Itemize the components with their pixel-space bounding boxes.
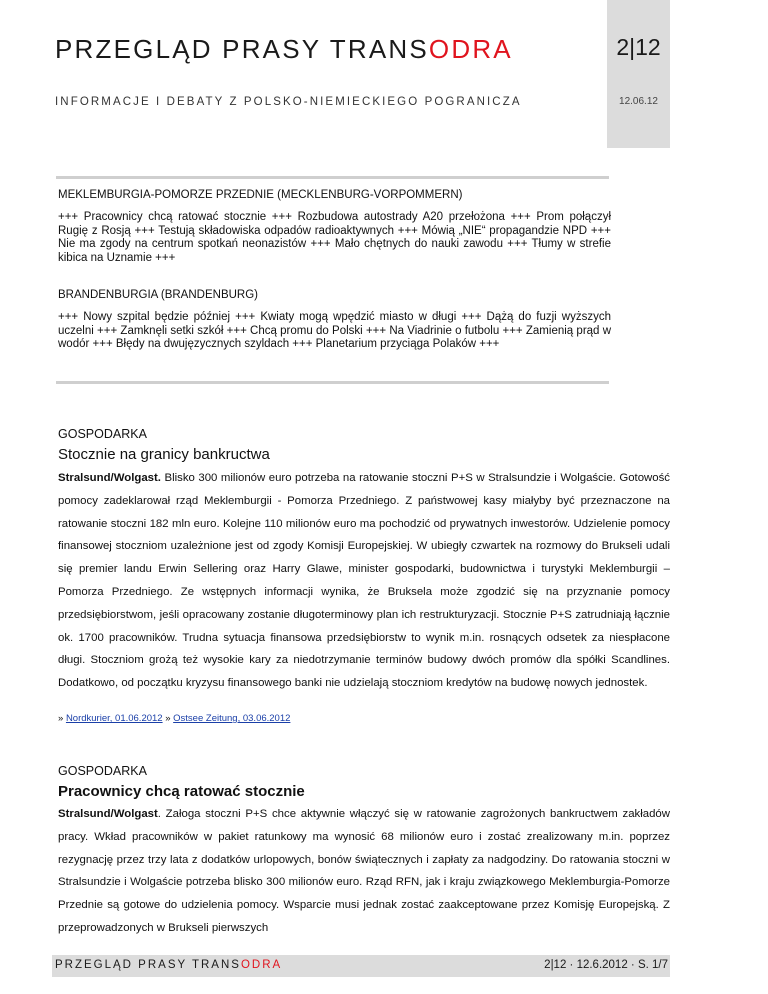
article-body <box>58 467 670 695</box>
article-category: GOSPODARKA <box>58 427 147 441</box>
article-body <box>58 803 670 940</box>
footer-title-accent: ODRA <box>240 959 283 971</box>
region-heading-mecklenburg: MEKLEMBURGIA-POMORZE PRZEDNIE (MECKLENBURG-VORPOMMERN) <box>58 189 463 201</box>
page-number: 2|12 · 12.6.2012 · S. 1/7 <box>544 959 668 971</box>
region-news-brandenburg: +++ Nowy szpital będzie później +++ Kwiaty mogą wpędzić miasto w długi +++ Dążą do fuzji wyższych uczelni +++ Zamknęli setki szkół +++ Chcą promu do Polski +++ Na Viadrinie o futbolu +++ Zamienią prąd w wodór +++ Błędy na dwujęzycznych szyldach +++ Planetarium przyciąga Polaków +++ <box>58 311 611 351</box>
article-text: . Załoga stoczni P+S chce aktywnie włączyć się w ratowanie zagrożonych bankructwem zakładów pracy. Wkład pracowników w pakiet ratunkowy ma wynosić 68 milionów euro i zostać zrealizowany m.in. poprzez rezygnację przez trzy lata z dodatków urlopowych, bonów świątecznych i zapłaty za nadgodziny. Do ratowania stoczni w Stralsundzie i Wolgaście potrzeba blisko 300 milionów euro. Rząd RFN, jak i kraju związkowego Meklemburgia-Pomorze Przednie są gotowe do udzielenia pomocy. Wsparcie musi jednak zostać zaakceptowane przez Komisję Europejską. Z przeprowadzonych w Brukseli pierwszych <box>58 808 670 934</box>
title-accent: ODRA <box>428 34 513 64</box>
article-title: Pracownicy chcą ratować stocznie <box>58 783 305 800</box>
publication-subtitle: INFORMACJE I DEBATY Z POLSKO-NIEMIECKIEGO POGRANICZA <box>55 96 522 108</box>
article-text: Blisko 300 milionów euro potrzeba na ratowanie stoczni P+S w Stralsundzie i Wolgaście. Gotowość pomocy zadeklarował rząd Meklemburgii - Pomorza Przedniego. Z państwowej kasy miałyby być przeznaczone na ratowanie stoczni 182 mln euro. Kolejne 110 milionów euro ma pochodzić od prywatnych inwestorów. Udzielenie pomocy finansowej stoczniom uzależnione jest od zgody Komisji Europejskiej. W ubiegły czwartek na rozmowy do Brukseli udali się premier landu Erwin Sellering oraz Harry Glawe, minister gospodarki, budownictwa i turystyki Meklemburgii – Pomorza Przedniego. Ze wstępnych informacji wynika, że Bruksela może zgodzić się na przyznanie pomocy przedsiębiorstwom, jeśli opracowany zostanie długoterminowy plan ich restrukturyzacji. Stocznie P+S zatrudniają łącznie ok. 1700 pracowników. Trudna sytuacja finansowa przedsiębiorstw to wynik m.in. rosnących odsetek za niespłacone długi. Stoczniom grożą też wysokie kary za niedotrzymanie terminów budowy dwóch promów dla spółki Scandlines. Dodatkowo, od początku kryzysu finansowego banki nie udzielają stoczniom kredytów na budowę nowych jednostek. <box>58 472 670 690</box>
issue-number: 2|12 <box>616 34 661 60</box>
article-category: GOSPODARKA <box>58 764 147 778</box>
article-place: Stralsund/Wolgast <box>58 808 158 820</box>
article-title: Stocznie na granicy bankructwa <box>58 446 270 463</box>
footer-title-main: PRZEGLĄD PRASY TRANS <box>55 959 241 971</box>
article-sources <box>58 713 290 724</box>
region-news-mecklenburg: +++ Pracownicy chcą ratować stocznie +++ Rozbudowa autostrady A20 przełożona +++ Prom połączył Rugię z Rosją +++ Testują składowiska odpadów radioaktywnych +++ Mówią „NIE“ propagandzie NPD +++ Nie ma zgody na centrum spotkań neonazistów +++ Mało chętnych do nauki zawodu +++ Tłumy w strefie kibica na Uznamie +++ <box>58 211 611 264</box>
title-main: PRZEGLĄD PRASY TRANS <box>55 34 429 64</box>
source-link-ostsee-zeitung[interactable]: Ostsee Zeitung, 03.06.2012 <box>173 713 291 724</box>
article-place: Stralsund/Wolgast. <box>58 472 161 484</box>
footer-title <box>55 959 282 971</box>
source-marker: » <box>162 713 174 724</box>
divider-top <box>56 176 609 179</box>
issue-box <box>607 0 670 148</box>
divider-bottom <box>56 381 609 384</box>
issue-date: 12.06.12 <box>619 96 658 107</box>
region-heading-brandenburg: BRANDENBURGIA (BRANDENBURG) <box>58 289 258 301</box>
publication-title <box>55 34 513 65</box>
source-link-nordkurier[interactable]: Nordkurier, 01.06.2012 <box>65 713 163 724</box>
source-marker: » <box>58 713 66 724</box>
